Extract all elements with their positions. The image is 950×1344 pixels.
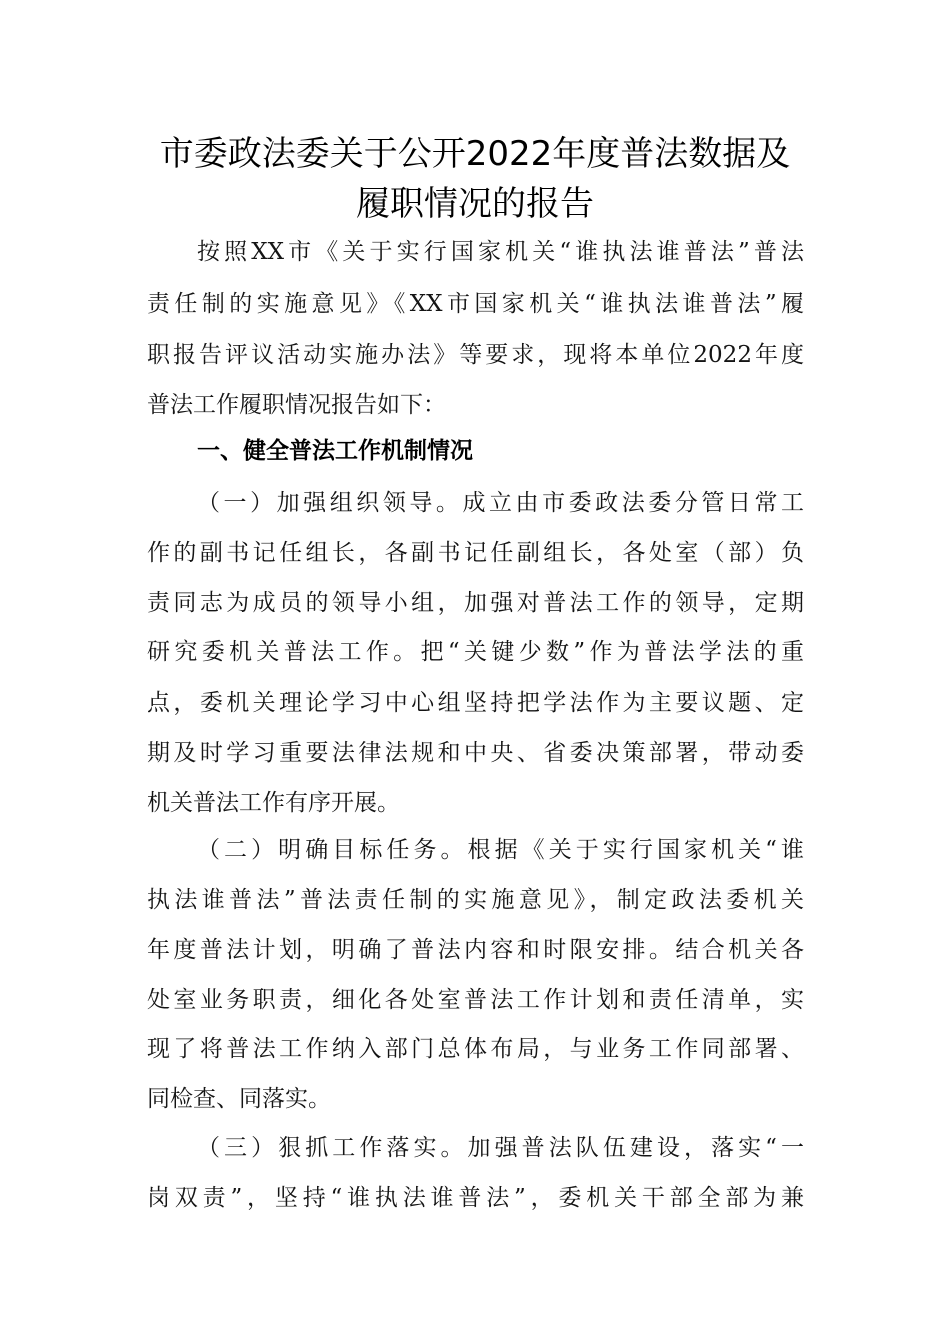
para2-line-1: （二）明确目标任务。根据《关于实行国家机关“谁: [197, 837, 804, 863]
para1-line-4: 研究委机关普法工作。把“关键少数”作为普法学法的重: [147, 639, 804, 665]
para2-line-4: 处室业务职责，细化各处室普法工作计划和责任清单，实: [147, 987, 804, 1013]
para1-line-6: 期及时学习重要法律法规和中央、省委决策部署，带动委: [147, 740, 804, 766]
para3-line-2: 岗双责”，坚持“谁执法谁普法”，委机关干部全部为兼: [147, 1185, 804, 1211]
intro-line-4: 普法工作履职情况报告如下：: [147, 392, 446, 418]
para1-line-2: 作的副书记任组长，各副书记任副组长，各处室（部）负: [147, 540, 804, 566]
para2-line-6: 同检查、同落实。: [147, 1086, 331, 1112]
intro-line-2: 责任制的实施意见》《XX市国家机关“谁执法谁普法”履: [147, 291, 804, 317]
para2-line-5: 现了将普法工作纳入部门总体布局，与业务工作同部署、: [147, 1036, 804, 1062]
para2-line-2: 执法谁普法”普法责任制的实施意见》，制定政法委机关: [147, 887, 804, 913]
para1-line-5: 点，委机关理论学习中心组坚持把学法作为主要议题、定: [147, 690, 804, 716]
document-title-line-1: 市委政法委关于公开2022年度普法数据及: [159, 134, 791, 174]
para1-line-1: （一）加强组织领导。成立由市委政法委分管日常工: [197, 490, 804, 516]
para3-line-1: （三）狠抓工作落实。加强普法队伍建设，落实“一: [197, 1135, 804, 1161]
section-heading-1: 一、健全普法工作机制情况: [197, 438, 473, 464]
intro-line-1: 按照XX市《关于实行国家机关“谁执法谁普法”普法: [197, 239, 804, 265]
intro-line-3: 职报告评议活动实施办法》等要求，现将本单位2022年度: [147, 342, 804, 368]
para1-line-7: 机关普法工作有序开展。: [147, 790, 400, 816]
para2-line-3: 年度普法计划，明确了普法内容和时限安排。结合机关各: [147, 937, 804, 963]
document-title-line-2: 履职情况的报告: [356, 184, 594, 224]
para1-line-3: 责同志为成员的领导小组，加强对普法工作的领导，定期: [147, 590, 804, 616]
